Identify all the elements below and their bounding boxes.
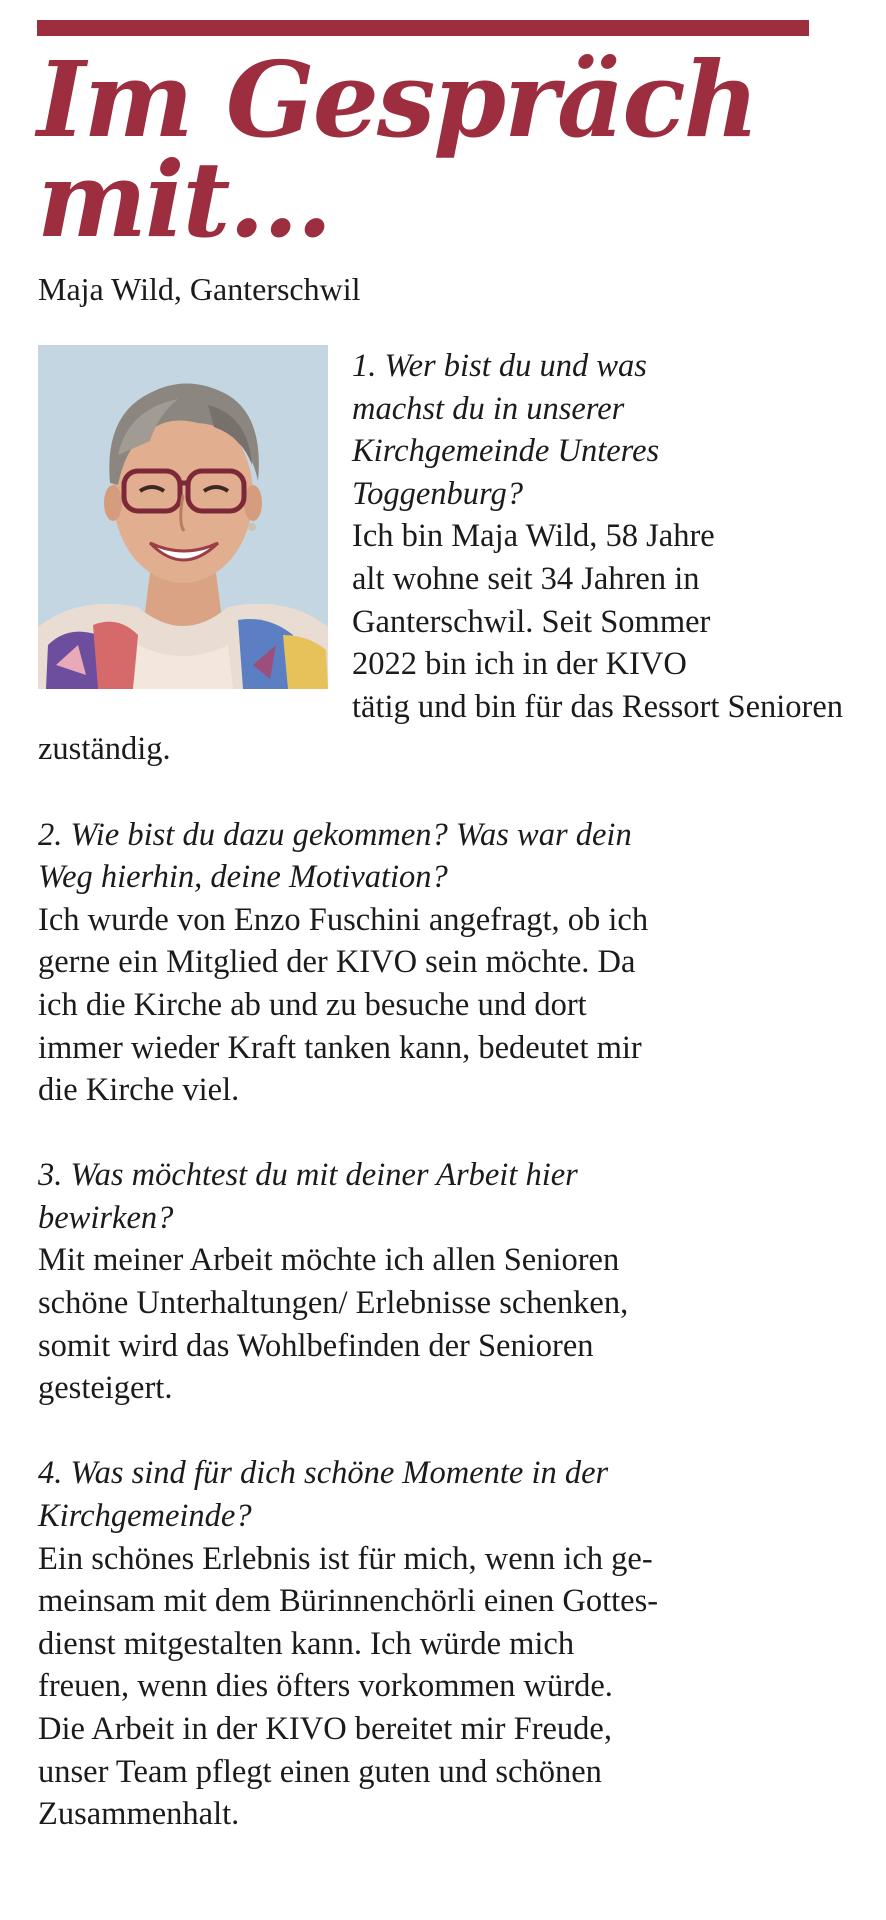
answer-4-line: dienst mitgestalten kann. Ich würde mich xyxy=(38,1625,575,1662)
question-4-line: Kirchgemeinde? xyxy=(38,1498,252,1535)
answer-2-line: immer wieder Kraft tanken kann, bedeutet mir xyxy=(38,1029,642,1066)
answer-2 xyxy=(38,899,810,1112)
answer-1-line: Ich bin Maja Wild, 58 Jahre xyxy=(352,518,715,555)
headline-line-1: Im Gespräch xyxy=(37,38,758,161)
answer-1-line: Ganterschwil. Seit Sommer xyxy=(352,603,711,640)
answer-3-line: Mit meiner Arbeit möchte ich allen Senioren xyxy=(38,1242,620,1279)
question-1-line: Toggenburg? xyxy=(352,475,523,512)
answer-3-line: somit wird das Wohlbefinden der Senioren xyxy=(38,1327,594,1364)
top-accent-rule xyxy=(37,20,809,36)
question-1-line: 1. Wer bist du und was xyxy=(352,348,647,384)
answer-3-line: gesteigert. xyxy=(38,1370,173,1407)
answer-4-line: meinsam mit dem Bürinnenchörli einen Gottes- xyxy=(38,1583,659,1620)
answer-4-line: Die Arbeit in der KIVO bereitet mir Freude, xyxy=(38,1711,612,1747)
answer-2-line: gerne ein Mitglied der KIVO sein möchte. Da xyxy=(38,944,636,981)
answer-4-line: Ein schönes Erlebnis ist für mich, wenn ich ge- xyxy=(38,1540,653,1577)
question-1-line: Kirchgemeinde Unteres xyxy=(352,433,660,470)
question-2-line: Weg hierhin, deine Motivation? xyxy=(38,859,448,896)
question-2 xyxy=(38,814,810,899)
answer-1-line: tätig und bin für das Ressort Senioren xyxy=(352,688,844,725)
answer-4 xyxy=(38,1538,810,1836)
portrait-illustration xyxy=(38,345,328,689)
answer-3 xyxy=(38,1239,810,1409)
byline: Maja Wild, Ganterschwil xyxy=(38,271,361,307)
answer-2-line: Ich wurde von Enzo Fuschini angefragt, ob ich xyxy=(38,901,649,938)
answer-1-line: alt wohne seit 34 Jahren in xyxy=(352,560,700,597)
answer-1-line: 2022 bin ich in der KIVO xyxy=(352,646,687,683)
headline xyxy=(37,38,837,261)
answer-3-line: schöne Unterhaltungen/ Erlebnisse schenken, xyxy=(38,1285,629,1322)
question-3 xyxy=(38,1154,810,1239)
answer-2-line: die Kirche viel. xyxy=(38,1072,240,1109)
interview-body xyxy=(38,345,844,1836)
question-1-line: machst du in unserer xyxy=(352,390,625,427)
question-4 xyxy=(38,1452,810,1537)
answer-2-line: ich die Kirche ab und zu besuche und dort xyxy=(38,986,587,1023)
question-4-line: 4. Was sind für dich schöne Momente in der xyxy=(38,1455,609,1492)
answer-1-line: zuständig. xyxy=(38,731,171,768)
answer-4-line: freuen, wenn dies öfters vorkommen würde. xyxy=(38,1668,613,1705)
question-3-line: 3. Was möchtest du mit deiner Arbeit hier xyxy=(38,1157,578,1194)
answer-4-line: unser Team pflegt einen guten und schönen xyxy=(38,1753,602,1790)
answer-4-line: Zusammenhalt. xyxy=(38,1796,240,1833)
question-2-line: 2. Wie bist du dazu gekommen? Was war dein xyxy=(38,816,632,853)
headline-line-2: mit… xyxy=(37,138,331,261)
question-3-line: bewirken? xyxy=(38,1199,174,1236)
portrait-photo xyxy=(38,345,328,689)
